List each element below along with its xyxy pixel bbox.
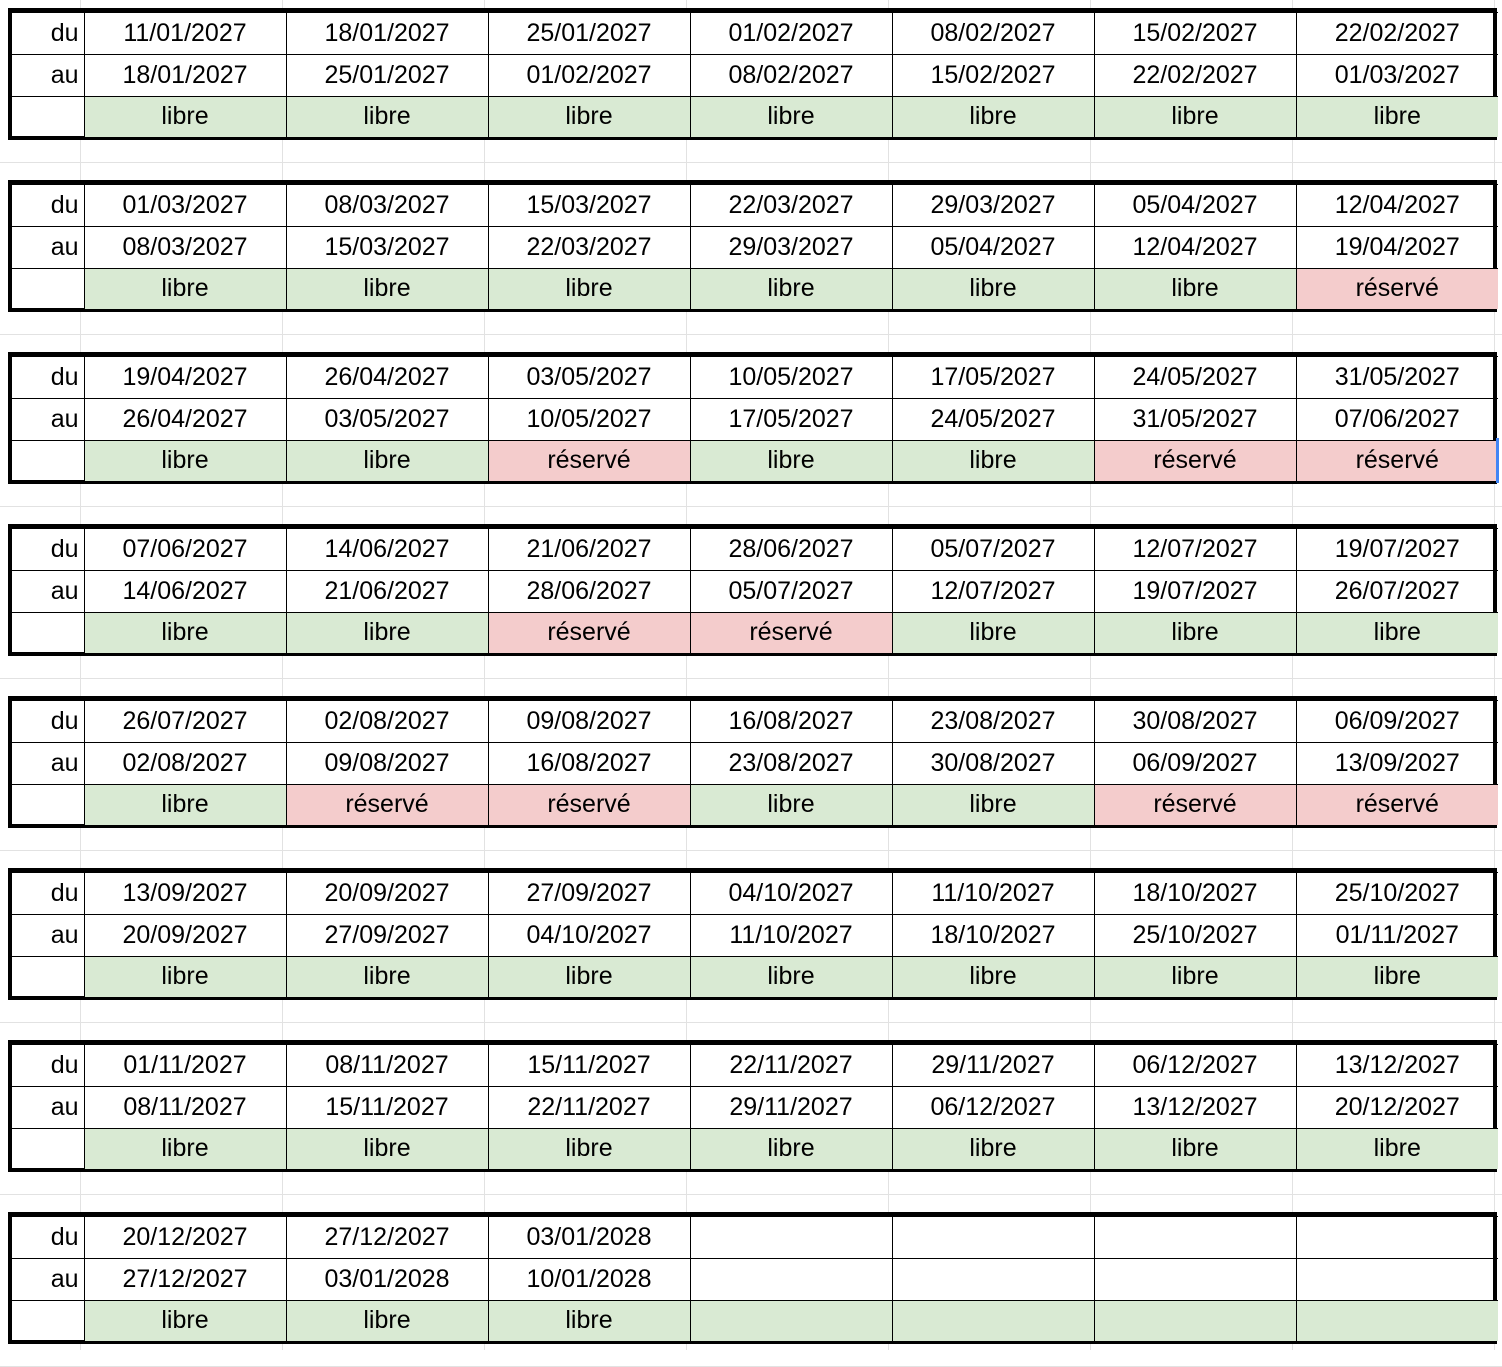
to-date-cell[interactable]: 22/11/2027	[488, 1087, 690, 1129]
empty-label-cell[interactable]	[12, 785, 84, 825]
status-cell[interactable]	[1296, 1301, 1498, 1341]
to-date-cell[interactable]: 27/09/2027	[286, 915, 488, 957]
gridline-horizontal	[0, 678, 1502, 679]
to-date-cell[interactable]: 18/01/2027	[84, 55, 286, 97]
from-date-cell[interactable]: 28/06/2027	[690, 529, 892, 571]
status-cell[interactable]: libre	[488, 1129, 690, 1169]
to-date-cell[interactable]: 17/05/2027	[690, 399, 892, 441]
from-date-cell[interactable]: 09/08/2027	[488, 701, 690, 743]
to-label[interactable]: au	[12, 571, 84, 613]
to-date-cell[interactable]: 29/03/2027	[690, 227, 892, 269]
to-date-cell[interactable]	[690, 1259, 892, 1301]
to-date-cell[interactable]: 15/11/2027	[286, 1087, 488, 1129]
from-date-cell[interactable]	[1094, 1217, 1296, 1259]
from-date-row	[12, 185, 1498, 227]
from-date-cell[interactable]: 08/11/2027	[286, 1045, 488, 1087]
to-date-cell[interactable]: 10/05/2027	[488, 399, 690, 441]
from-date-cell[interactable]: 26/07/2027	[84, 701, 286, 743]
to-date-cell[interactable]: 15/02/2027	[892, 55, 1094, 97]
from-date-cell[interactable]: 01/02/2027	[690, 13, 892, 55]
from-date-row	[12, 1045, 1498, 1087]
status-cell[interactable]: réservé	[1094, 785, 1296, 825]
from-date-cell[interactable]: 12/07/2027	[1094, 529, 1296, 571]
gridline-horizontal	[0, 162, 1502, 163]
status-row	[12, 957, 1498, 997]
reservation-block	[8, 868, 1497, 1000]
status-cell[interactable]: libre	[488, 97, 690, 137]
from-label[interactable]: du	[12, 185, 84, 227]
status-cell[interactable]: libre	[488, 957, 690, 997]
status-cell[interactable]: libre	[1094, 1129, 1296, 1169]
to-label[interactable]: au	[12, 227, 84, 269]
status-cell[interactable]: libre	[1094, 97, 1296, 137]
empty-label-cell[interactable]	[12, 97, 84, 137]
from-label[interactable]: du	[12, 529, 84, 571]
from-date-cell[interactable]: 21/06/2027	[488, 529, 690, 571]
from-date-cell[interactable]: 18/01/2027	[286, 13, 488, 55]
status-cell[interactable]: libre	[488, 269, 690, 309]
from-date-cell[interactable]: 19/04/2027	[84, 357, 286, 399]
from-date-cell[interactable]: 08/03/2027	[286, 185, 488, 227]
status-cell[interactable]: libre	[1296, 97, 1498, 137]
to-date-cell[interactable]: 01/11/2027	[1296, 915, 1498, 957]
status-cell[interactable]: libre	[84, 957, 286, 997]
status-cell[interactable]: réservé	[1094, 441, 1296, 481]
gridline-horizontal	[0, 334, 1502, 335]
from-date-cell[interactable]: 31/05/2027	[1296, 357, 1498, 399]
from-label[interactable]: du	[12, 13, 84, 55]
status-cell[interactable]: libre	[84, 269, 286, 309]
to-date-cell[interactable]: 26/04/2027	[84, 399, 286, 441]
cell-selection-edge	[1496, 438, 1499, 483]
to-label[interactable]: au	[12, 55, 84, 97]
status-cell[interactable]: réservé	[690, 613, 892, 653]
gridline-horizontal	[0, 1022, 1502, 1023]
status-row	[12, 785, 1498, 825]
to-date-row	[12, 399, 1498, 441]
block-table	[12, 1044, 1498, 1169]
to-date-cell[interactable]: 09/08/2027	[286, 743, 488, 785]
to-date-cell[interactable]: 26/07/2027	[1296, 571, 1498, 613]
status-cell[interactable]: libre	[1094, 613, 1296, 653]
to-label[interactable]: au	[12, 743, 84, 785]
from-date-cell[interactable]: 03/01/2028	[488, 1217, 690, 1259]
status-cell[interactable]: libre	[84, 441, 286, 481]
status-cell[interactable]: libre	[690, 97, 892, 137]
status-row	[12, 1301, 1498, 1341]
reservation-block	[8, 696, 1497, 828]
status-cell[interactable]: libre	[286, 957, 488, 997]
reservation-block	[8, 180, 1497, 312]
to-date-cell[interactable]: 02/08/2027	[84, 743, 286, 785]
to-date-row	[12, 571, 1498, 613]
status-cell[interactable]: libre	[84, 785, 286, 825]
to-date-cell[interactable]: 01/03/2027	[1296, 55, 1498, 97]
block-table	[12, 12, 1498, 137]
from-date-cell[interactable]: 05/07/2027	[892, 529, 1094, 571]
from-date-cell[interactable]: 19/07/2027	[1296, 529, 1498, 571]
status-cell[interactable]: libre	[286, 1129, 488, 1169]
to-date-cell[interactable]: 27/12/2027	[84, 1259, 286, 1301]
to-date-cell[interactable]: 10/01/2028	[488, 1259, 690, 1301]
status-cell[interactable]: libre	[84, 1129, 286, 1169]
status-cell[interactable]	[1094, 1301, 1296, 1341]
status-row	[12, 613, 1498, 653]
from-date-cell[interactable]: 11/01/2027	[84, 13, 286, 55]
reservation-block	[8, 1212, 1497, 1344]
status-cell[interactable]: libre	[690, 269, 892, 309]
to-date-cell[interactable]: 25/10/2027	[1094, 915, 1296, 957]
from-date-cell[interactable]: 03/05/2027	[488, 357, 690, 399]
from-date-cell[interactable]: 01/03/2027	[84, 185, 286, 227]
status-row	[12, 1129, 1498, 1169]
from-date-cell[interactable]	[1296, 1217, 1498, 1259]
block-table	[12, 356, 1498, 481]
to-date-cell[interactable]: 15/03/2027	[286, 227, 488, 269]
from-date-cell[interactable]: 16/08/2027	[690, 701, 892, 743]
to-date-cell[interactable]: 01/02/2027	[488, 55, 690, 97]
from-date-cell[interactable]: 11/10/2027	[892, 873, 1094, 915]
status-cell[interactable]: libre	[286, 269, 488, 309]
to-date-cell[interactable]	[1094, 1259, 1296, 1301]
from-date-cell[interactable]: 14/06/2027	[286, 529, 488, 571]
empty-label-cell[interactable]	[12, 269, 84, 309]
from-date-cell[interactable]: 06/12/2027	[1094, 1045, 1296, 1087]
to-date-cell[interactable]: 28/06/2027	[488, 571, 690, 613]
empty-label-cell[interactable]	[12, 613, 84, 653]
from-date-cell[interactable]: 17/05/2027	[892, 357, 1094, 399]
empty-label-cell[interactable]	[12, 1301, 84, 1341]
from-date-row	[12, 701, 1498, 743]
status-cell[interactable]: libre	[892, 441, 1094, 481]
from-date-cell[interactable]: 22/11/2027	[690, 1045, 892, 1087]
from-date-cell[interactable]: 15/03/2027	[488, 185, 690, 227]
from-date-row	[12, 357, 1498, 399]
status-cell[interactable]: libre	[84, 97, 286, 137]
status-cell[interactable]: réservé	[1296, 441, 1498, 481]
to-date-cell[interactable]: 04/10/2027	[488, 915, 690, 957]
from-date-cell[interactable]: 02/08/2027	[286, 701, 488, 743]
status-cell[interactable]: libre	[1296, 1129, 1498, 1169]
from-date-cell[interactable]: 12/04/2027	[1296, 185, 1498, 227]
to-date-cell[interactable]: 25/01/2027	[286, 55, 488, 97]
to-date-cell[interactable]: 06/12/2027	[892, 1087, 1094, 1129]
reservation-block	[8, 8, 1497, 140]
empty-label-cell[interactable]	[12, 441, 84, 481]
from-date-cell[interactable]: 01/11/2027	[84, 1045, 286, 1087]
to-date-cell[interactable]: 06/09/2027	[1094, 743, 1296, 785]
from-date-cell[interactable]	[892, 1217, 1094, 1259]
from-date-cell[interactable]: 20/09/2027	[286, 873, 488, 915]
from-date-cell[interactable]: 25/10/2027	[1296, 873, 1498, 915]
to-date-cell[interactable]: 20/12/2027	[1296, 1087, 1498, 1129]
block-table	[12, 184, 1498, 309]
block-table	[12, 1216, 1498, 1341]
status-cell[interactable]: libre	[286, 97, 488, 137]
from-date-cell[interactable]: 26/04/2027	[286, 357, 488, 399]
gridline-horizontal	[0, 1194, 1502, 1195]
from-date-cell[interactable]: 05/04/2027	[1094, 185, 1296, 227]
from-date-cell[interactable]: 04/10/2027	[690, 873, 892, 915]
to-date-cell[interactable]: 22/02/2027	[1094, 55, 1296, 97]
to-date-cell[interactable]: 29/11/2027	[690, 1087, 892, 1129]
status-cell[interactable]: libre	[892, 613, 1094, 653]
to-date-cell[interactable]: 14/06/2027	[84, 571, 286, 613]
from-date-cell[interactable]: 13/12/2027	[1296, 1045, 1498, 1087]
to-date-row	[12, 1259, 1498, 1301]
status-cell[interactable]: libre	[690, 785, 892, 825]
status-cell[interactable]: libre	[690, 1129, 892, 1169]
block-table	[12, 700, 1498, 825]
gridline-horizontal	[0, 850, 1502, 851]
to-date-cell[interactable]: 19/07/2027	[1094, 571, 1296, 613]
status-row	[12, 97, 1498, 137]
from-date-row	[12, 13, 1498, 55]
status-cell[interactable]: libre	[286, 1301, 488, 1341]
to-date-cell[interactable]: 21/06/2027	[286, 571, 488, 613]
to-date-cell[interactable]: 22/03/2027	[488, 227, 690, 269]
block-table	[12, 872, 1498, 997]
status-cell[interactable]: libre	[690, 441, 892, 481]
status-cell[interactable]: libre	[84, 613, 286, 653]
to-date-cell[interactable]: 12/04/2027	[1094, 227, 1296, 269]
block-table	[12, 528, 1498, 653]
from-label[interactable]: du	[12, 1217, 84, 1259]
from-date-cell[interactable]: 13/09/2027	[84, 873, 286, 915]
from-date-cell[interactable]: 30/08/2027	[1094, 701, 1296, 743]
status-row	[12, 269, 1498, 309]
status-cell[interactable]: réservé	[488, 785, 690, 825]
to-date-cell[interactable]: 24/05/2027	[892, 399, 1094, 441]
to-date-row	[12, 1087, 1498, 1129]
reservation-block	[8, 352, 1497, 484]
status-cell[interactable]: libre	[892, 1129, 1094, 1169]
status-cell[interactable]: libre	[690, 957, 892, 997]
gridline-horizontal	[0, 506, 1502, 507]
status-cell[interactable]: réservé	[488, 441, 690, 481]
to-date-cell[interactable]: 13/12/2027	[1094, 1087, 1296, 1129]
to-date-cell[interactable]	[892, 1259, 1094, 1301]
to-date-cell[interactable]: 11/10/2027	[690, 915, 892, 957]
from-date-cell[interactable]: 22/02/2027	[1296, 13, 1498, 55]
empty-label-cell[interactable]	[12, 957, 84, 997]
from-date-row	[12, 529, 1498, 571]
status-cell[interactable]: libre	[1094, 957, 1296, 997]
status-cell[interactable]	[690, 1301, 892, 1341]
status-cell[interactable]: libre	[892, 785, 1094, 825]
to-date-cell[interactable]: 31/05/2027	[1094, 399, 1296, 441]
from-date-cell[interactable]: 27/09/2027	[488, 873, 690, 915]
from-date-cell[interactable]: 10/05/2027	[690, 357, 892, 399]
from-date-cell[interactable]: 23/08/2027	[892, 701, 1094, 743]
to-date-cell[interactable]: 05/04/2027	[892, 227, 1094, 269]
to-date-cell[interactable]: 03/01/2028	[286, 1259, 488, 1301]
from-label[interactable]: du	[12, 873, 84, 915]
from-date-cell[interactable]: 20/12/2027	[84, 1217, 286, 1259]
to-date-cell[interactable]: 05/07/2027	[690, 571, 892, 613]
to-date-cell[interactable]: 07/06/2027	[1296, 399, 1498, 441]
to-date-cell[interactable]: 20/09/2027	[84, 915, 286, 957]
to-label[interactable]: au	[12, 1259, 84, 1301]
status-cell[interactable]: réservé	[1296, 269, 1498, 309]
status-cell[interactable]	[892, 1301, 1094, 1341]
to-date-cell[interactable]: 12/07/2027	[892, 571, 1094, 613]
status-cell[interactable]: libre	[286, 613, 488, 653]
status-cell[interactable]: réservé	[488, 613, 690, 653]
to-date-cell[interactable]: 23/08/2027	[690, 743, 892, 785]
status-cell[interactable]: réservé	[1296, 785, 1498, 825]
from-label[interactable]: du	[12, 357, 84, 399]
from-date-cell[interactable]: 15/11/2027	[488, 1045, 690, 1087]
status-cell[interactable]: libre	[892, 269, 1094, 309]
reservation-block	[8, 524, 1497, 656]
to-label[interactable]: au	[12, 1087, 84, 1129]
from-date-cell[interactable]: 06/09/2027	[1296, 701, 1498, 743]
to-label[interactable]: au	[12, 915, 84, 957]
status-cell[interactable]: libre	[84, 1301, 286, 1341]
to-label[interactable]: au	[12, 399, 84, 441]
from-date-cell[interactable]	[690, 1217, 892, 1259]
from-label[interactable]: du	[12, 1045, 84, 1087]
from-date-cell[interactable]: 22/03/2027	[690, 185, 892, 227]
from-date-row	[12, 1217, 1498, 1259]
from-date-row	[12, 873, 1498, 915]
to-date-row	[12, 915, 1498, 957]
to-date-cell[interactable]: 08/03/2027	[84, 227, 286, 269]
status-cell[interactable]: libre	[892, 957, 1094, 997]
status-cell[interactable]: libre	[1094, 269, 1296, 309]
to-date-row	[12, 55, 1498, 97]
from-date-cell[interactable]: 07/06/2027	[84, 529, 286, 571]
status-cell[interactable]: libre	[286, 441, 488, 481]
to-date-cell[interactable]: 08/11/2027	[84, 1087, 286, 1129]
to-date-cell[interactable]: 03/05/2027	[286, 399, 488, 441]
to-date-cell[interactable]: 13/09/2027	[1296, 743, 1498, 785]
to-date-row	[12, 227, 1498, 269]
from-date-cell[interactable]: 29/03/2027	[892, 185, 1094, 227]
from-date-cell[interactable]: 25/01/2027	[488, 13, 690, 55]
reservation-block	[8, 1040, 1497, 1172]
from-date-cell[interactable]: 18/10/2027	[1094, 873, 1296, 915]
from-label[interactable]: du	[12, 701, 84, 743]
status-cell[interactable]: libre	[488, 1301, 690, 1341]
status-cell[interactable]: réservé	[286, 785, 488, 825]
to-date-row	[12, 743, 1498, 785]
to-date-cell[interactable]: 30/08/2027	[892, 743, 1094, 785]
from-date-cell[interactable]: 27/12/2027	[286, 1217, 488, 1259]
to-date-cell[interactable]: 16/08/2027	[488, 743, 690, 785]
status-cell[interactable]: libre	[1296, 613, 1498, 653]
to-date-cell[interactable]: 18/10/2027	[892, 915, 1094, 957]
status-row	[12, 441, 1498, 481]
status-cell[interactable]: libre	[892, 97, 1094, 137]
empty-label-cell[interactable]	[12, 1129, 84, 1169]
status-cell[interactable]: libre	[1296, 957, 1498, 997]
to-date-cell[interactable]: 19/04/2027	[1296, 227, 1498, 269]
from-date-cell[interactable]: 29/11/2027	[892, 1045, 1094, 1087]
from-date-cell[interactable]: 24/05/2027	[1094, 357, 1296, 399]
from-date-cell[interactable]: 15/02/2027	[1094, 13, 1296, 55]
to-date-cell[interactable]	[1296, 1259, 1498, 1301]
to-date-cell[interactable]: 08/02/2027	[690, 55, 892, 97]
from-date-cell[interactable]: 08/02/2027	[892, 13, 1094, 55]
